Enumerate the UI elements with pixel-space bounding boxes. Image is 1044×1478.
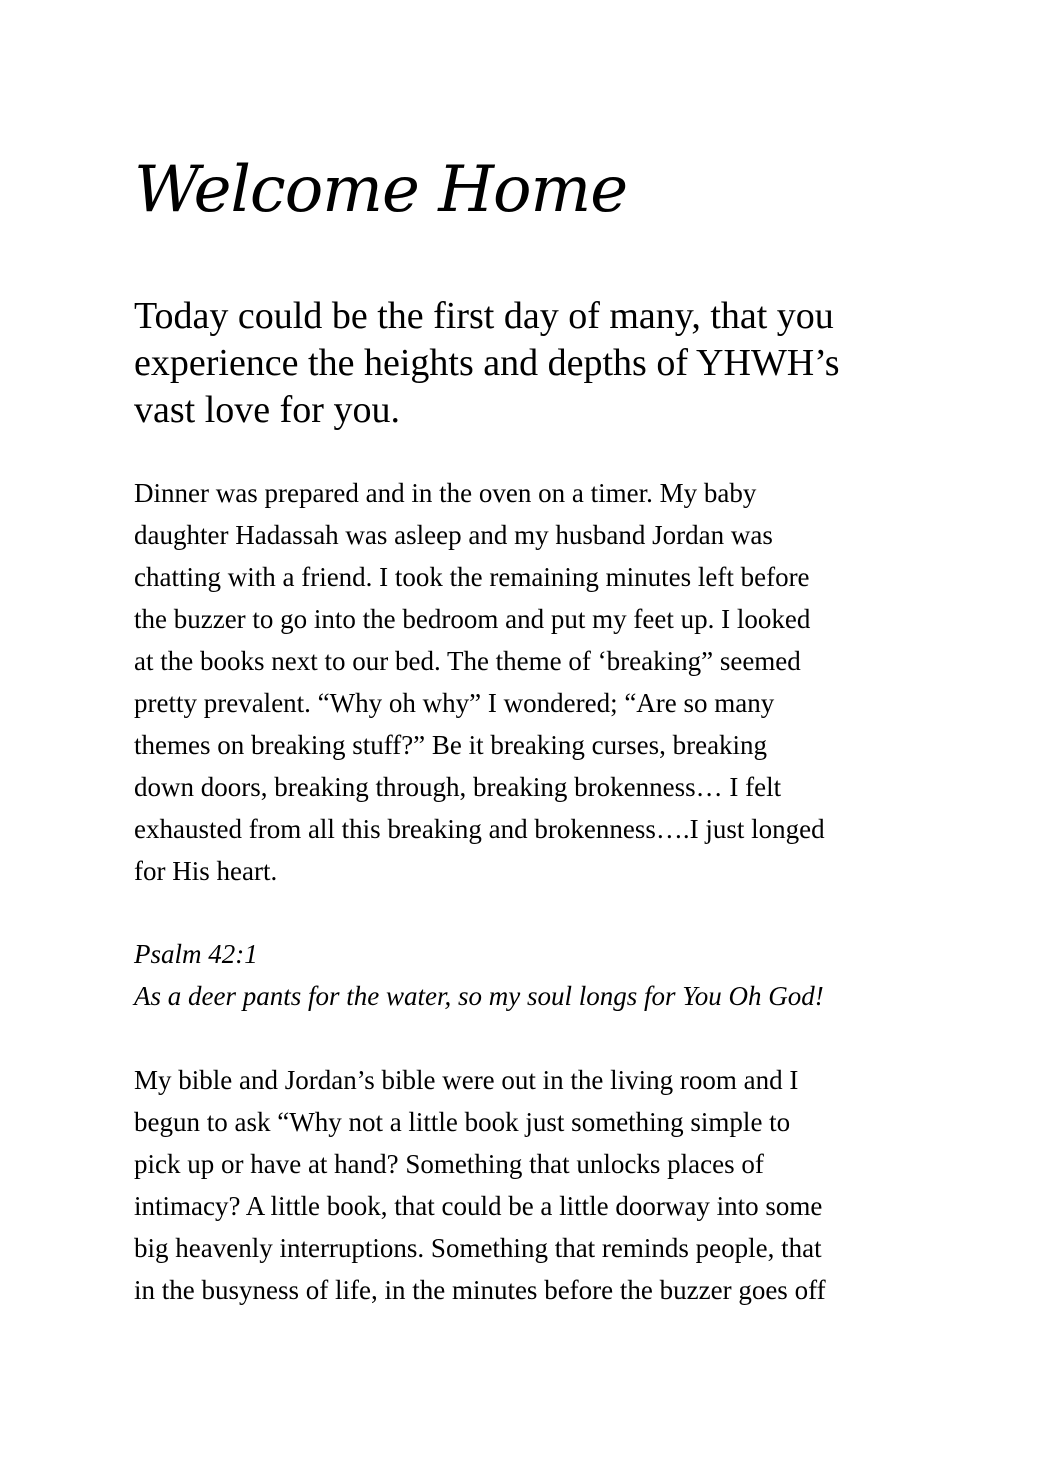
text-line: intimacy? A little book, that could be a little doorway into some xyxy=(134,1191,823,1221)
text-line: big heavenly interruptions. Something that reminds people, that xyxy=(134,1233,822,1263)
intro-line: Today could be the first day of many, that you xyxy=(134,295,834,337)
text-line: for His heart. xyxy=(134,856,278,886)
text-line: My bible and Jordan’s bible were out in the living room and I xyxy=(134,1065,799,1095)
text-line: daughter Hadassah was asleep and my husband Jordan was xyxy=(134,520,773,550)
text-line: exhausted from all this breaking and brokenness….I just longed xyxy=(134,814,825,844)
page-title: Welcome Home xyxy=(134,153,628,227)
body-paragraph-1 xyxy=(134,472,825,892)
body-paragraph-2 xyxy=(134,1059,826,1311)
text-line: Dinner was prepared and in the oven on a timer. My baby xyxy=(134,478,757,508)
intro-line: vast love for you. xyxy=(134,389,400,431)
scripture-quote xyxy=(134,933,824,1017)
text-line: pick up or have at hand? Something that unlocks places of xyxy=(134,1149,764,1179)
text-line: pretty prevalent. “Why oh why” I wondered; “Are so many xyxy=(134,688,775,718)
scripture-verse: As a deer pants for the water, so my soul longs for You Oh God! xyxy=(134,981,824,1011)
text-line: in the busyness of life, in the minutes before the buzzer goes off xyxy=(134,1275,826,1305)
text-line: chatting with a friend. I took the remaining minutes left before xyxy=(134,562,810,592)
text-line: the buzzer to go into the bedroom and put my feet up. I looked xyxy=(134,604,811,634)
scripture-reference: Psalm 42:1 xyxy=(134,939,258,969)
intro-line: experience the heights and depths of YHWH’s xyxy=(134,342,840,384)
text-line: at the books next to our bed. The theme of ‘breaking” seemed xyxy=(134,646,801,676)
intro-paragraph xyxy=(134,293,840,434)
text-line: begun to ask “Why not a little book just something simple to xyxy=(134,1107,791,1137)
text-line: down doors, breaking through, breaking brokenness… I felt xyxy=(134,772,782,802)
text-line: themes on breaking stuff?” Be it breaking curses, breaking xyxy=(134,730,768,760)
